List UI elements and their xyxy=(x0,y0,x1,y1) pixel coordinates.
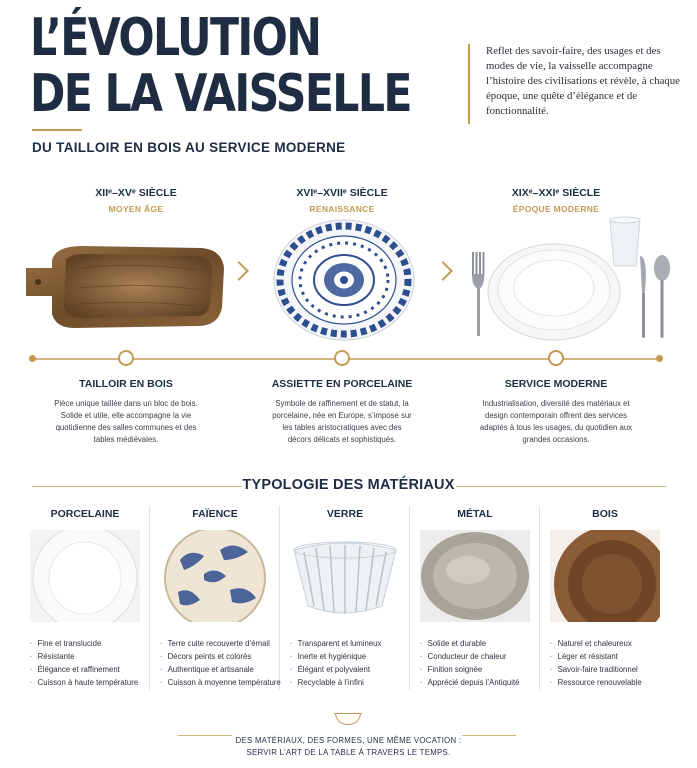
list-item: · Décors peints et colorés xyxy=(160,650,280,663)
faience-features xyxy=(160,637,280,689)
list-item: · Finition soignée xyxy=(420,663,540,676)
material-porcelain-heading xyxy=(26,508,144,520)
material-metal-heading xyxy=(416,508,534,520)
list-item: · Inerte et hygiénique xyxy=(290,650,410,663)
intro-accent-bar xyxy=(468,44,470,124)
era-item-medieval xyxy=(26,378,226,446)
item-title: SERVICE MODERNE xyxy=(504,378,608,390)
timeline-node-modern xyxy=(548,350,564,366)
list-item: · Transparent et lumineux xyxy=(290,637,410,650)
bowl-icon xyxy=(335,713,361,725)
era-period: XVIᵉ–XVIIᵉ SIÈCLE xyxy=(296,187,388,199)
chevron-right-icon xyxy=(433,261,453,281)
intro-paragraph: Reflet des savoir-faire, des usages et des modes de vie, la vaisselle accompagne l’histoire des civilisations et révèle, à chaque époque, une quête d’élégance et de fonctionnalité. xyxy=(486,45,680,117)
list-item: · Fine et translucide xyxy=(30,637,150,650)
page-title xyxy=(30,10,410,122)
page-title-line-1: L’ÉVOLUTION xyxy=(30,8,321,68)
list-item: · Résistante xyxy=(30,650,150,663)
era-item-renaissance xyxy=(242,378,442,446)
glass-sample-image xyxy=(290,530,400,622)
metal-features xyxy=(420,637,540,689)
timeline-end-dot xyxy=(656,355,663,362)
material-glass-heading xyxy=(286,508,404,520)
list-item: · Savoir-faire traditionnel xyxy=(550,663,670,676)
material-name: PORCELAINE xyxy=(50,508,120,520)
era-age: RENAISSANCE xyxy=(309,204,375,214)
list-item: · Cuisson à moyenne température xyxy=(160,676,280,689)
era-period: XIXᵉ–XXIᵉ SIÈCLE xyxy=(511,187,601,199)
material-name: FAÏENCE xyxy=(192,508,238,520)
timeline-node-medieval xyxy=(118,350,134,366)
material-wood-heading xyxy=(546,508,664,520)
era-age: ÉPOQUE MODERNE xyxy=(512,204,600,214)
material-name: VERRE xyxy=(326,508,364,520)
faience-sample-image xyxy=(160,530,270,622)
page-title-line-2: DE LA VAISSELLE xyxy=(30,64,411,124)
item-description: Industrialisation, diversité des matériaux et design contemporain offrent des services adaptés à tous les usages, du quotidien aux grandes occasions. xyxy=(479,399,633,444)
item-description: Pièce unique taillée dans un bloc de bois. Solide et utile, elle accompagne la vie quotidienne des salles communes et des tables médiévales. xyxy=(54,399,198,444)
list-item: · Apprécié depuis l’Antiquité xyxy=(420,676,540,689)
metal-sample-image xyxy=(420,530,530,622)
list-item: · Ressource renouvelable xyxy=(550,676,670,689)
footer-line-2: SERVIR L’ART DE LA TABLE À TRAVERS LE TEMPS. xyxy=(246,748,451,757)
list-item: · Naturel et chaleureux xyxy=(550,637,670,650)
footer-tagline xyxy=(0,735,697,759)
list-item: · Conducteur de chaleur xyxy=(420,650,540,663)
list-item: · Élégance et raffinement xyxy=(30,663,150,676)
list-item: · Solide et durable xyxy=(420,637,540,650)
era-period: XIIᵉ–XVᵉ SIÈCLE xyxy=(95,187,177,199)
porcelain-features xyxy=(30,637,150,689)
list-item: · Élégant et polyvalent xyxy=(290,663,410,676)
footer-rule-right xyxy=(462,735,516,736)
wood-sample-image xyxy=(550,530,660,622)
era-heading-renaissance xyxy=(232,187,452,214)
section-title: TYPOLOGIE DES MATÉRIAUX xyxy=(242,477,455,493)
timeline-start-dot xyxy=(29,355,36,362)
item-title: TAILLOIR EN BOIS xyxy=(79,378,173,390)
era-heading-modern xyxy=(446,187,666,214)
material-name: MÉTAL xyxy=(457,508,493,520)
item-description: Symbole de raffinement et de statut, la porcelaine, née en Europe, s’impose sur les tables aristocratiques avec des décors délicats et sophistiqués. xyxy=(272,399,412,444)
modern-table-setting-image xyxy=(462,216,684,346)
title-divider xyxy=(32,129,82,131)
porcelain-sample-image xyxy=(30,530,140,622)
list-item: · Terre cuite recouverte d’émail xyxy=(160,637,280,650)
material-faience-heading xyxy=(156,508,274,520)
list-item: · Léger et résistant xyxy=(550,650,670,663)
list-item: · Recyclable à l’infini xyxy=(290,676,410,689)
list-item: · Cuisson à haute température xyxy=(30,676,150,689)
footer-line-1: DES MATÉRIAUX, DES FORMES, UNE MÊME VOCATION : xyxy=(235,736,462,745)
glass-features xyxy=(290,637,410,689)
timeline-node-renaissance xyxy=(334,350,350,366)
list-item: · Authentique et artisanale xyxy=(160,663,280,676)
wood-features xyxy=(550,637,670,689)
era-item-modern xyxy=(456,378,656,446)
material-name: BOIS xyxy=(592,508,618,520)
chevron-right-icon xyxy=(229,261,249,281)
item-title: ASSIETTE EN PORCELAINE xyxy=(271,378,413,390)
era-age: MOYEN ÂGE xyxy=(108,204,164,214)
era-heading-medieval xyxy=(26,187,246,214)
page-subtitle: DU TAILLOIR EN BOIS AU SERVICE MODERNE xyxy=(32,140,346,155)
porcelain-plate-image xyxy=(272,218,416,342)
wooden-trencher-image xyxy=(22,238,228,334)
section-rule-right xyxy=(456,486,666,487)
